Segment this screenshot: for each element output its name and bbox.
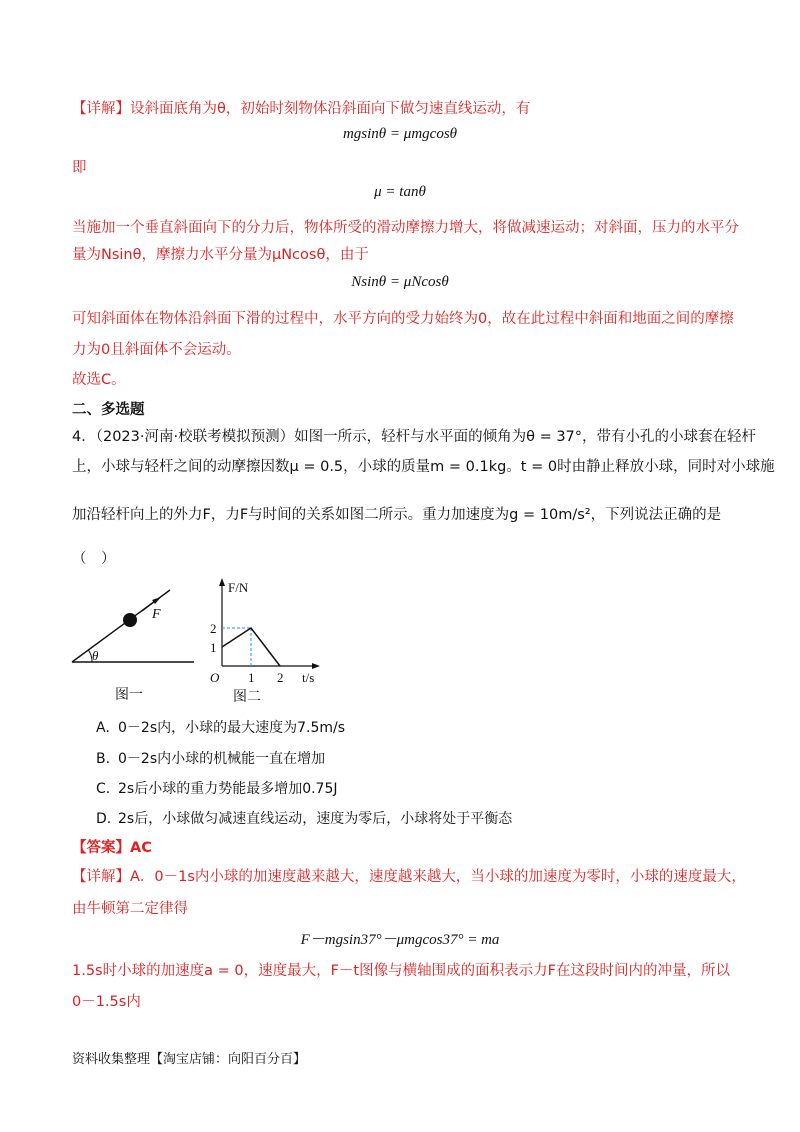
option-c-text: 2s后小球的重力势能最多增加0.75J <box>118 781 338 797</box>
figure1-caption: 图一 <box>115 687 143 703</box>
origin-label: O <box>210 670 220 685</box>
option-c[interactable] <box>96 778 338 798</box>
option-d-label: D. <box>96 811 112 827</box>
option-b-label: B. <box>96 751 111 767</box>
y-axis-arrow-icon <box>219 578 225 586</box>
x-axis-arrow-icon <box>312 663 320 669</box>
option-b-text: 0－2s内小球的机械能一直在增加 <box>118 751 326 767</box>
x-axis-label: t/s <box>302 670 315 685</box>
figure1-force-label: F <box>152 607 161 622</box>
detail1-line5: 力为0且斜面体不会运动。 <box>72 342 241 358</box>
option-b[interactable] <box>96 748 325 768</box>
detail1-line2: 当施加一个垂直斜面向下的分力后，物体所受的滑动摩擦力增大，将做减速运动；对斜面，压力的水平分 <box>72 220 739 236</box>
x-tick-1: 1 <box>248 670 255 685</box>
question-paren: （ ） <box>72 551 116 567</box>
option-a-text: 0－2s内，小球的最大速度为7.5m/s <box>118 720 346 736</box>
detail1-line4: 可知斜面体在物体沿斜面下滑的过程中，水平方向的受力始终为0，故在此过程中斜面和地面之间的摩擦 <box>72 311 734 327</box>
question-line3: 加沿轻杆向上的外力F，力F与时间的关系如图二所示。重力加速度为g = 10m/s²，下列说法正确的是 <box>72 507 722 523</box>
option-a-label: A. <box>96 720 110 736</box>
question-line1: 4．（2023·河南·校联考模拟预测）如图一所示，轻杆与水平面的倾角为θ = 37°，带有小孔的小球套在轻杆 <box>72 429 757 445</box>
detail1-conclusion: 故选C。 <box>72 372 126 388</box>
answer: 【答案】AC <box>72 840 152 856</box>
detail1-equation-3: Nsinθ = μNcosθ <box>351 274 449 290</box>
detail1-line3: 量为Nsinθ，摩擦力水平分量为μNcosθ，由于 <box>72 247 369 263</box>
detail2-line4: 0－1.5s内 <box>72 994 141 1010</box>
y-tick-1: 1 <box>210 640 217 655</box>
section-title: 二、多选题 <box>72 402 145 418</box>
footer-text: 资料收集整理【淘宝店铺：向阳百分百】 <box>72 1052 307 1067</box>
figure2-caption: 图二 <box>233 689 261 705</box>
detail2-line3: 1.5s时小球的加速度a = 0，速度最大，F－t图像与横轴围成的面积表示力F在这段时间内的冲量，所以 <box>72 963 730 979</box>
detail1-line1: 【详解】设斜面底角为θ，初始时刻物体沿斜面向下做匀速直线运动，有 <box>72 101 531 117</box>
option-d-text: 2s后，小球做匀减速直线运动，速度为零后，小球将处于平衡态 <box>118 811 513 827</box>
option-a[interactable] <box>96 717 345 737</box>
option-c-label: C. <box>96 781 111 797</box>
y-tick-2: 2 <box>210 621 217 636</box>
figure1-ball <box>123 613 137 627</box>
detail2-equation: F－mgsin37°－μmgcos37° = ma <box>300 932 500 948</box>
detail1-equation-2: μ = tanθ <box>374 184 426 200</box>
detail1-ji: 即 <box>72 160 87 176</box>
detail2-line2: 由牛顿第二定律得 <box>72 901 188 917</box>
figure2-chart <box>196 574 330 686</box>
detail1-equation-1: mgsinθ = μmgcosθ <box>342 126 458 142</box>
option-d[interactable] <box>96 808 512 828</box>
detail2-line1: 【详解】A．0－1s内小球的加速度越来越大，速度越来越大，当小球的加速度为零时，小球的速度最大， <box>72 869 746 885</box>
x-tick-2: 2 <box>277 670 284 685</box>
figure1-angle-label: θ <box>92 648 99 663</box>
question-line2: 上，小球与轻杆之间的动摩擦因数μ = 0.5，小球的质量m = 0.1kg。t = 0时由静止释放小球，同时对小球施 <box>72 459 775 475</box>
y-axis-label: F/N <box>228 580 249 595</box>
